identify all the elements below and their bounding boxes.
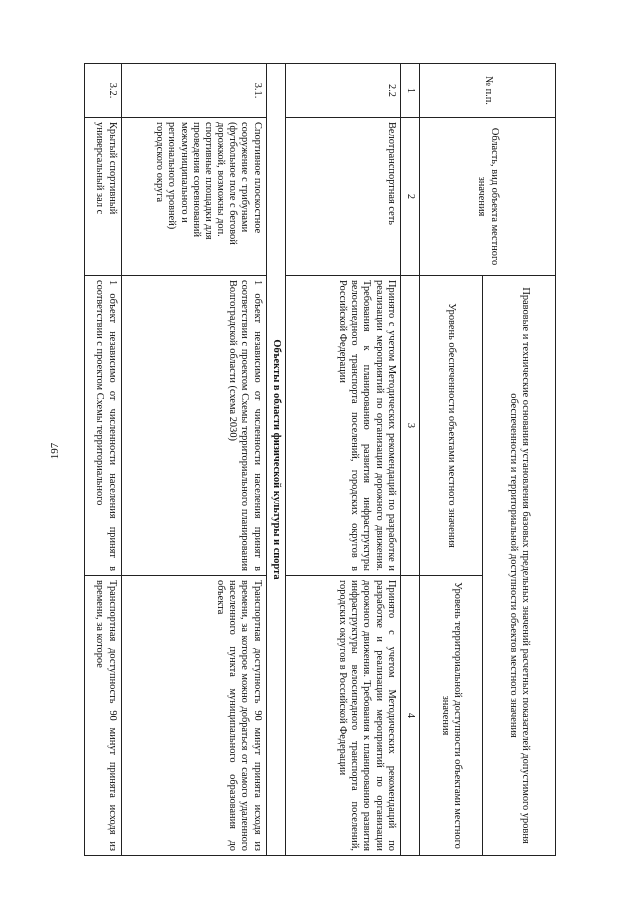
column-number-1: 1: [400, 64, 419, 118]
row-object-name: Велотранспортная сеть: [285, 118, 400, 276]
column-number-3: 3: [400, 276, 419, 576]
table-row: [121, 64, 266, 856]
row-provision: 1 объект независимо от численности населения принят в соответствии с проектом Схемы территориального: [84, 276, 121, 576]
row-number: 3.1.: [121, 64, 266, 118]
standards-table: [84, 63, 556, 856]
row-number: 3.2.: [84, 64, 121, 118]
table-row: [285, 64, 400, 856]
numbering-row: [400, 64, 419, 856]
row-object-name: Крытый спортивный универсальный зал с: [84, 118, 121, 276]
column-number-2: 2: [400, 118, 419, 276]
header-basis: Правовые и технические основания установления базовых предельных значений расчетных показателей допустимого уровня обеспеченности и территориальной доступности объектов местного значения: [483, 276, 556, 856]
row-object-name: Спортивное плоскостное сооружение с трибунами (футбольное поле с беговой дорожкой, возможны доп. спортивные площадки для проведения соревнований межмуниципального и регионального уровней) городского округа: [121, 118, 266, 276]
row-access: Транспортная доступность 90 минут принята исходя из времени, за которое: [84, 576, 121, 856]
rotated-page-content: [69, 63, 556, 855]
row-provision: Принято с учетом Методических рекомендаций по разработке и реализации мероприятий по организации дорожного движения. Требования к планированию развития инфраструктуры велосипедного транспорта поселений, городских округов в Российской Федерации: [285, 276, 400, 576]
section-title: Объекты в области физической культуры и спорта: [266, 64, 285, 856]
header-access: Уровень территориальной доступности объектами местного значения: [420, 576, 483, 856]
section-row: [266, 64, 285, 856]
row-number: 2.2: [285, 64, 400, 118]
header-area: Область, вид объекта местного значения: [420, 118, 556, 276]
table-header-row: [483, 64, 556, 856]
row-access: Принято с учетом Методических рекомендаций по разработке и реализации мероприятий по организации дорожного движения. Требования к планированию развития инфраструктуры велосипедного транспорта поселений, городских округов в Российской Федерации: [285, 576, 400, 856]
column-number-4: 4: [400, 576, 419, 856]
row-access: Транспортная доступность 90 минут принята исходя из времени, за которое можно добраться от самого удаленного населенного пункта муниципального образования до объекта: [121, 576, 266, 856]
row-provision: 1 объект независимо от численности населения принят в соответствии с проектом Схемы территориального планирования Волгоградской области (схема 2030): [121, 276, 266, 576]
page-number: 197: [49, 442, 61, 460]
header-number: № п.п.: [420, 64, 556, 118]
header-provision: Уровень обеспеченности объектами местного значения: [420, 276, 483, 576]
table-row: [84, 64, 121, 856]
